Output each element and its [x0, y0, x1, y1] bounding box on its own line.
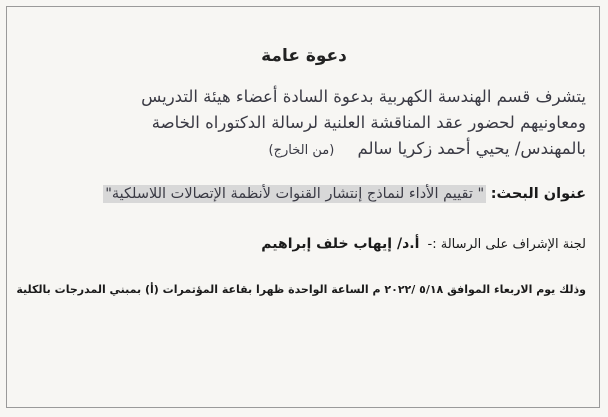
topic-text: " تقييم الأداء لنماذج إنتشار القنوات لأنظمة الإتصالات اللاسلكية"	[105, 186, 485, 202]
date-venue-line: وذلك يوم الاربعاء الموافق ٥/١٨ /٢٠٢٢ م الساعة الواحدة ظهرا بقاعة المؤتمرات (أ) بمبني المدرجات بالكلية	[16, 283, 586, 296]
body-line-1: يتشرف قسم الهندسة الكهربية بدعوة السادة أعضاء هيئة التدريس	[141, 87, 586, 106]
invitation-title: دعوة عامة	[261, 46, 347, 66]
research-topic	[16, 186, 586, 202]
candidate-name: بالمهندس/ يحيي أحمد زكريا سالم	[357, 139, 586, 158]
supervision-committee	[16, 236, 586, 252]
page-border	[6, 6, 600, 408]
body-line-2: ومعاونيهم لحضور عقد المناقشة العلنية لرسالة الدكتوراه الخاصة	[151, 113, 586, 132]
candidate-line	[16, 136, 586, 164]
supervision-label: لجنة الإشراف على الرسالة :-	[427, 237, 586, 252]
invitation-body	[16, 84, 586, 164]
topic-label: عنوان البحث:	[490, 186, 586, 202]
supervisor-name: أ.د/ إيهاب خلف إبراهيم	[261, 236, 420, 252]
candidate-note: (من الخارج)	[268, 143, 335, 158]
